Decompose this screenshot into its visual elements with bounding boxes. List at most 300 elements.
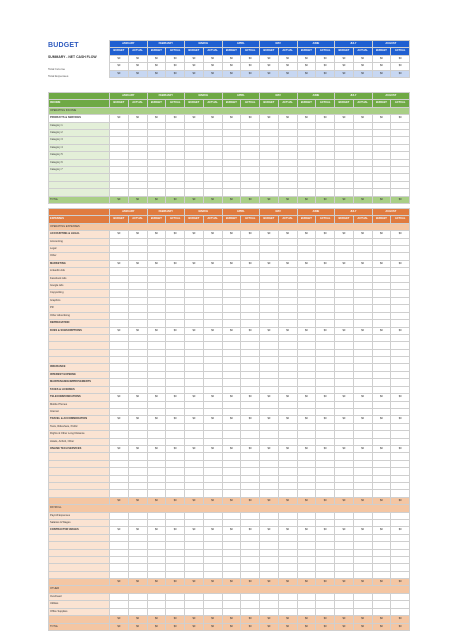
- value-cell[interactable]: [372, 556, 391, 563]
- value-cell[interactable]: [166, 189, 185, 196]
- value-cell[interactable]: [110, 364, 129, 371]
- value-cell[interactable]: [166, 122, 185, 129]
- value-cell[interactable]: [241, 431, 260, 438]
- value-cell[interactable]: [166, 601, 185, 608]
- value-cell[interactable]: $0: [166, 260, 185, 267]
- value-cell[interactable]: [110, 283, 129, 290]
- value-cell[interactable]: [128, 320, 147, 327]
- value-cell[interactable]: [241, 275, 260, 282]
- value-cell[interactable]: [391, 305, 410, 312]
- value-cell[interactable]: $0: [335, 115, 354, 122]
- value-cell[interactable]: $0: [278, 416, 297, 423]
- value-cell[interactable]: $0: [316, 260, 335, 267]
- value-cell[interactable]: [203, 167, 222, 174]
- value-cell[interactable]: [147, 137, 166, 144]
- value-cell[interactable]: [335, 122, 354, 129]
- value-cell[interactable]: $0: [110, 623, 129, 630]
- value-cell[interactable]: [222, 408, 241, 415]
- value-cell[interactable]: $0: [185, 579, 204, 586]
- value-cell[interactable]: [260, 601, 279, 608]
- value-cell[interactable]: $0: [353, 416, 372, 423]
- value-cell[interactable]: [391, 549, 410, 556]
- value-cell[interactable]: [297, 571, 316, 578]
- value-cell[interactable]: [128, 334, 147, 341]
- value-cell[interactable]: [391, 490, 410, 497]
- value-cell[interactable]: [110, 549, 129, 556]
- value-cell[interactable]: [278, 357, 297, 364]
- value-cell[interactable]: [353, 159, 372, 166]
- value-cell[interactable]: $0: [222, 616, 241, 623]
- value-cell[interactable]: [278, 290, 297, 297]
- value-cell[interactable]: [185, 571, 204, 578]
- value-cell[interactable]: $0: [297, 115, 316, 122]
- value-cell[interactable]: $0: [147, 416, 166, 423]
- value-cell[interactable]: $0: [278, 616, 297, 623]
- value-cell[interactable]: $0: [203, 445, 222, 452]
- value-cell[interactable]: [316, 593, 335, 600]
- value-cell[interactable]: [222, 334, 241, 341]
- value-cell[interactable]: [128, 549, 147, 556]
- value-cell[interactable]: [316, 438, 335, 445]
- value-cell[interactable]: [128, 423, 147, 430]
- value-cell[interactable]: [372, 137, 391, 144]
- value-cell[interactable]: [372, 275, 391, 282]
- value-cell[interactable]: [147, 342, 166, 349]
- value-cell[interactable]: [372, 571, 391, 578]
- value-cell[interactable]: [372, 342, 391, 349]
- value-cell[interactable]: [372, 601, 391, 608]
- value-cell[interactable]: [297, 534, 316, 541]
- value-cell[interactable]: [335, 386, 354, 393]
- value-cell[interactable]: [391, 275, 410, 282]
- value-cell[interactable]: [147, 152, 166, 159]
- value-cell[interactable]: [185, 482, 204, 489]
- value-cell[interactable]: [110, 608, 129, 615]
- value-cell[interactable]: $0: [278, 70, 297, 77]
- value-cell[interactable]: [222, 305, 241, 312]
- value-cell[interactable]: $0: [241, 196, 260, 203]
- value-cell[interactable]: $0: [203, 231, 222, 238]
- value-cell[interactable]: [260, 460, 279, 467]
- value-cell[interactable]: [372, 312, 391, 319]
- value-cell[interactable]: [335, 320, 354, 327]
- value-cell[interactable]: [297, 438, 316, 445]
- value-cell[interactable]: [316, 564, 335, 571]
- value-cell[interactable]: [185, 460, 204, 467]
- value-cell[interactable]: [372, 238, 391, 245]
- value-cell[interactable]: [297, 608, 316, 615]
- value-cell[interactable]: $0: [278, 579, 297, 586]
- value-cell[interactable]: [353, 122, 372, 129]
- value-cell[interactable]: $0: [316, 196, 335, 203]
- value-cell[interactable]: [241, 181, 260, 188]
- value-cell[interactable]: [335, 542, 354, 549]
- value-cell[interactable]: [372, 334, 391, 341]
- value-cell[interactable]: [203, 453, 222, 460]
- value-cell[interactable]: [372, 431, 391, 438]
- value-cell[interactable]: [185, 608, 204, 615]
- value-cell[interactable]: [110, 593, 129, 600]
- value-cell[interactable]: [110, 349, 129, 356]
- value-cell[interactable]: [335, 174, 354, 181]
- value-cell[interactable]: [335, 534, 354, 541]
- value-cell[interactable]: $0: [335, 497, 354, 504]
- value-cell[interactable]: [260, 423, 279, 430]
- value-cell[interactable]: [110, 542, 129, 549]
- value-cell[interactable]: [147, 593, 166, 600]
- value-cell[interactable]: [166, 174, 185, 181]
- value-cell[interactable]: $0: [222, 394, 241, 401]
- value-cell[interactable]: [185, 159, 204, 166]
- value-cell[interactable]: [278, 137, 297, 144]
- value-cell[interactable]: [353, 246, 372, 253]
- value-cell[interactable]: [128, 512, 147, 519]
- value-cell[interactable]: [372, 468, 391, 475]
- value-cell[interactable]: [260, 122, 279, 129]
- value-cell[interactable]: [128, 275, 147, 282]
- value-cell[interactable]: [128, 519, 147, 526]
- value-cell[interactable]: [353, 268, 372, 275]
- value-cell[interactable]: [241, 305, 260, 312]
- value-cell[interactable]: [260, 371, 279, 378]
- value-cell[interactable]: $0: [353, 579, 372, 586]
- value-cell[interactable]: [241, 475, 260, 482]
- value-cell[interactable]: [316, 482, 335, 489]
- value-cell[interactable]: [147, 334, 166, 341]
- value-cell[interactable]: [278, 556, 297, 563]
- value-cell[interactable]: $0: [222, 416, 241, 423]
- value-cell[interactable]: [203, 152, 222, 159]
- value-cell[interactable]: [203, 130, 222, 137]
- value-cell[interactable]: [185, 167, 204, 174]
- value-cell[interactable]: $0: [147, 55, 166, 62]
- value-cell[interactable]: [166, 137, 185, 144]
- value-cell[interactable]: [203, 159, 222, 166]
- value-cell[interactable]: $0: [391, 497, 410, 504]
- value-cell[interactable]: [260, 357, 279, 364]
- value-cell[interactable]: [147, 379, 166, 386]
- value-cell[interactable]: $0: [166, 196, 185, 203]
- value-cell[interactable]: [128, 152, 147, 159]
- value-cell[interactable]: [260, 283, 279, 290]
- value-cell[interactable]: [297, 423, 316, 430]
- value-cell[interactable]: [222, 593, 241, 600]
- value-cell[interactable]: [353, 189, 372, 196]
- value-cell[interactable]: [335, 342, 354, 349]
- value-cell[interactable]: [222, 475, 241, 482]
- value-cell[interactable]: $0: [391, 231, 410, 238]
- value-cell[interactable]: [260, 320, 279, 327]
- value-cell[interactable]: [203, 283, 222, 290]
- value-cell[interactable]: $0: [278, 527, 297, 534]
- value-cell[interactable]: $0: [372, 70, 391, 77]
- value-cell[interactable]: [166, 408, 185, 415]
- value-cell[interactable]: [391, 571, 410, 578]
- value-cell[interactable]: [147, 549, 166, 556]
- value-cell[interactable]: [372, 283, 391, 290]
- value-cell[interactable]: $0: [128, 394, 147, 401]
- value-cell[interactable]: $0: [260, 196, 279, 203]
- value-cell[interactable]: [353, 519, 372, 526]
- value-cell[interactable]: [353, 460, 372, 467]
- value-cell[interactable]: [316, 268, 335, 275]
- value-cell[interactable]: $0: [316, 616, 335, 623]
- value-cell[interactable]: $0: [241, 63, 260, 70]
- value-cell[interactable]: $0: [297, 527, 316, 534]
- value-cell[interactable]: [372, 423, 391, 430]
- value-cell[interactable]: $0: [260, 70, 279, 77]
- value-cell[interactable]: [353, 401, 372, 408]
- value-cell[interactable]: [372, 549, 391, 556]
- value-cell[interactable]: [391, 460, 410, 467]
- value-cell[interactable]: $0: [110, 55, 129, 62]
- value-cell[interactable]: [297, 253, 316, 260]
- value-cell[interactable]: $0: [110, 327, 129, 334]
- value-cell[interactable]: $0: [353, 623, 372, 630]
- value-cell[interactable]: [166, 460, 185, 467]
- value-cell[interactable]: $0: [128, 416, 147, 423]
- value-cell[interactable]: [278, 275, 297, 282]
- value-cell[interactable]: [297, 408, 316, 415]
- value-cell[interactable]: [278, 564, 297, 571]
- value-cell[interactable]: [297, 320, 316, 327]
- value-cell[interactable]: [335, 144, 354, 151]
- value-cell[interactable]: [128, 564, 147, 571]
- value-cell[interactable]: [353, 556, 372, 563]
- value-cell[interactable]: [241, 174, 260, 181]
- value-cell[interactable]: [128, 401, 147, 408]
- value-cell[interactable]: [353, 379, 372, 386]
- value-cell[interactable]: [110, 130, 129, 137]
- value-cell[interactable]: [147, 534, 166, 541]
- value-cell[interactable]: [297, 357, 316, 364]
- value-cell[interactable]: [260, 144, 279, 151]
- value-cell[interactable]: [166, 364, 185, 371]
- value-cell[interactable]: [128, 482, 147, 489]
- value-cell[interactable]: [353, 512, 372, 519]
- value-cell[interactable]: [297, 401, 316, 408]
- value-cell[interactable]: [297, 312, 316, 319]
- value-cell[interactable]: [353, 130, 372, 137]
- value-cell[interactable]: [391, 349, 410, 356]
- value-cell[interactable]: $0: [128, 63, 147, 70]
- value-cell[interactable]: $0: [203, 416, 222, 423]
- value-cell[interactable]: [260, 556, 279, 563]
- value-cell[interactable]: [203, 438, 222, 445]
- value-cell[interactable]: $0: [372, 416, 391, 423]
- value-cell[interactable]: [185, 334, 204, 341]
- value-cell[interactable]: [297, 564, 316, 571]
- value-cell[interactable]: $0: [372, 616, 391, 623]
- value-cell[interactable]: $0: [203, 394, 222, 401]
- value-cell[interactable]: [278, 482, 297, 489]
- value-cell[interactable]: [203, 275, 222, 282]
- value-cell[interactable]: [147, 371, 166, 378]
- value-cell[interactable]: $0: [335, 527, 354, 534]
- value-cell[interactable]: [110, 379, 129, 386]
- value-cell[interactable]: [203, 297, 222, 304]
- value-cell[interactable]: [297, 490, 316, 497]
- value-cell[interactable]: [241, 349, 260, 356]
- value-cell[interactable]: [222, 268, 241, 275]
- value-cell[interactable]: [203, 556, 222, 563]
- value-cell[interactable]: [128, 246, 147, 253]
- value-cell[interactable]: [391, 297, 410, 304]
- value-cell[interactable]: [241, 571, 260, 578]
- value-cell[interactable]: [110, 159, 129, 166]
- value-cell[interactable]: [316, 357, 335, 364]
- value-cell[interactable]: [260, 401, 279, 408]
- value-cell[interactable]: [372, 159, 391, 166]
- value-cell[interactable]: [241, 453, 260, 460]
- value-cell[interactable]: $0: [316, 115, 335, 122]
- value-cell[interactable]: $0: [335, 445, 354, 452]
- value-cell[interactable]: [391, 371, 410, 378]
- value-cell[interactable]: [316, 181, 335, 188]
- value-cell[interactable]: $0: [110, 63, 129, 70]
- value-cell[interactable]: [316, 144, 335, 151]
- value-cell[interactable]: [128, 468, 147, 475]
- value-cell[interactable]: [128, 122, 147, 129]
- value-cell[interactable]: [297, 601, 316, 608]
- value-cell[interactable]: [241, 423, 260, 430]
- value-cell[interactable]: [241, 556, 260, 563]
- value-cell[interactable]: [260, 593, 279, 600]
- value-cell[interactable]: $0: [297, 63, 316, 70]
- value-cell[interactable]: [391, 408, 410, 415]
- value-cell[interactable]: [260, 453, 279, 460]
- value-cell[interactable]: [335, 601, 354, 608]
- value-cell[interactable]: [278, 283, 297, 290]
- value-cell[interactable]: $0: [222, 527, 241, 534]
- value-cell[interactable]: [203, 379, 222, 386]
- value-cell[interactable]: [316, 167, 335, 174]
- value-cell[interactable]: [316, 152, 335, 159]
- value-cell[interactable]: [297, 137, 316, 144]
- value-cell[interactable]: [335, 571, 354, 578]
- value-cell[interactable]: $0: [316, 55, 335, 62]
- value-cell[interactable]: [353, 283, 372, 290]
- value-cell[interactable]: [278, 253, 297, 260]
- value-cell[interactable]: $0: [222, 63, 241, 70]
- value-cell[interactable]: [372, 130, 391, 137]
- value-cell[interactable]: [185, 549, 204, 556]
- value-cell[interactable]: [335, 297, 354, 304]
- value-cell[interactable]: [391, 189, 410, 196]
- value-cell[interactable]: $0: [260, 527, 279, 534]
- value-cell[interactable]: [297, 542, 316, 549]
- value-cell[interactable]: $0: [353, 196, 372, 203]
- value-cell[interactable]: [203, 542, 222, 549]
- value-cell[interactable]: [203, 305, 222, 312]
- value-cell[interactable]: [372, 453, 391, 460]
- value-cell[interactable]: [260, 246, 279, 253]
- value-cell[interactable]: [166, 349, 185, 356]
- value-cell[interactable]: [222, 246, 241, 253]
- value-cell[interactable]: $0: [110, 445, 129, 452]
- value-cell[interactable]: [335, 290, 354, 297]
- value-cell[interactable]: [316, 130, 335, 137]
- value-cell[interactable]: [353, 549, 372, 556]
- value-cell[interactable]: [222, 357, 241, 364]
- value-cell[interactable]: [372, 122, 391, 129]
- value-cell[interactable]: [147, 297, 166, 304]
- value-cell[interactable]: [297, 334, 316, 341]
- value-cell[interactable]: $0: [110, 115, 129, 122]
- value-cell[interactable]: [241, 468, 260, 475]
- value-cell[interactable]: [353, 601, 372, 608]
- value-cell[interactable]: [203, 601, 222, 608]
- value-cell[interactable]: [353, 334, 372, 341]
- value-cell[interactable]: [297, 386, 316, 393]
- value-cell[interactable]: [166, 379, 185, 386]
- value-cell[interactable]: [372, 349, 391, 356]
- value-cell[interactable]: [353, 542, 372, 549]
- value-cell[interactable]: $0: [203, 497, 222, 504]
- value-cell[interactable]: [353, 342, 372, 349]
- value-cell[interactable]: [260, 312, 279, 319]
- value-cell[interactable]: [166, 238, 185, 245]
- value-cell[interactable]: [222, 379, 241, 386]
- value-cell[interactable]: $0: [128, 497, 147, 504]
- value-cell[interactable]: $0: [316, 497, 335, 504]
- value-cell[interactable]: [110, 408, 129, 415]
- value-cell[interactable]: $0: [222, 115, 241, 122]
- value-cell[interactable]: [222, 460, 241, 467]
- value-cell[interactable]: [147, 283, 166, 290]
- value-cell[interactable]: [110, 189, 129, 196]
- value-cell[interactable]: [185, 364, 204, 371]
- value-cell[interactable]: [391, 608, 410, 615]
- value-cell[interactable]: [110, 534, 129, 541]
- value-cell[interactable]: [316, 534, 335, 541]
- value-cell[interactable]: [353, 305, 372, 312]
- value-cell[interactable]: [335, 283, 354, 290]
- value-cell[interactable]: [297, 268, 316, 275]
- value-cell[interactable]: $0: [297, 623, 316, 630]
- value-cell[interactable]: [203, 423, 222, 430]
- value-cell[interactable]: [166, 401, 185, 408]
- value-cell[interactable]: [166, 342, 185, 349]
- value-cell[interactable]: $0: [278, 196, 297, 203]
- value-cell[interactable]: [372, 246, 391, 253]
- value-cell[interactable]: [185, 431, 204, 438]
- value-cell[interactable]: [297, 453, 316, 460]
- value-cell[interactable]: [278, 438, 297, 445]
- value-cell[interactable]: [147, 468, 166, 475]
- value-cell[interactable]: [335, 549, 354, 556]
- value-cell[interactable]: [110, 122, 129, 129]
- value-cell[interactable]: [147, 312, 166, 319]
- value-cell[interactable]: [147, 423, 166, 430]
- value-cell[interactable]: [241, 460, 260, 467]
- value-cell[interactable]: [297, 460, 316, 467]
- value-cell[interactable]: [128, 297, 147, 304]
- value-cell[interactable]: [391, 238, 410, 245]
- value-cell[interactable]: $0: [372, 579, 391, 586]
- value-cell[interactable]: $0: [335, 55, 354, 62]
- value-cell[interactable]: [185, 542, 204, 549]
- value-cell[interactable]: $0: [222, 579, 241, 586]
- value-cell[interactable]: $0: [185, 327, 204, 334]
- value-cell[interactable]: $0: [185, 55, 204, 62]
- value-cell[interactable]: [372, 386, 391, 393]
- value-cell[interactable]: [185, 253, 204, 260]
- value-cell[interactable]: [391, 534, 410, 541]
- value-cell[interactable]: [260, 159, 279, 166]
- value-cell[interactable]: [335, 159, 354, 166]
- value-cell[interactable]: [241, 364, 260, 371]
